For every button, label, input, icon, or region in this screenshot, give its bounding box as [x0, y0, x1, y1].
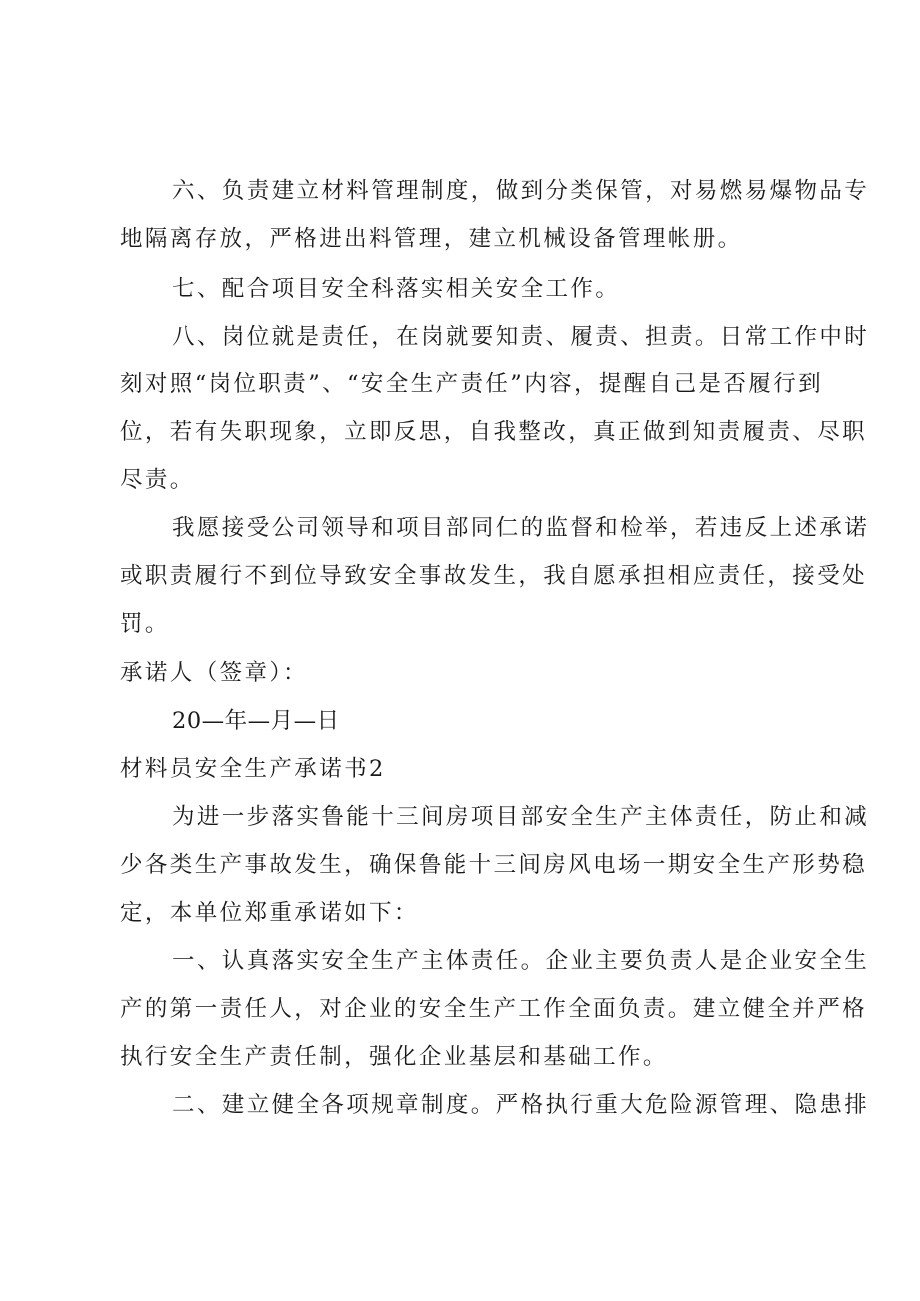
- intro-line-3: 定，本单位郑重承诺如下：: [120, 900, 419, 926]
- intro-line-1: 为进一步落实鲁能十三间房项目部安全生产主体责任，防止和减: [172, 804, 870, 830]
- intro-line-2: 少各类生产事故发生，确保鲁能十三间房风电场一期安全生产形势稳: [120, 852, 868, 878]
- para-7-line-1: 七、配合项目安全科落实相关安全工作。: [172, 276, 621, 302]
- para-8-line-4: 尽责。: [120, 467, 195, 493]
- item-1-line-3: 执行安全生产责任制，强化企业基层和基础工作。: [120, 1044, 668, 1070]
- item-1-line-2: 产的第一责任人，对企业的安全生产工作全面负责。建立健全并严格: [120, 996, 868, 1022]
- para-8-line-1: 八、岗位就是责任，在岗就要知责、履责、担责。日常工作中时: [172, 324, 870, 350]
- date-line: 20—年—月—日: [172, 708, 340, 734]
- para-8-line-3: 位，若有失职现象，立即反思，自我整改，真正做到知责履责、尽职: [120, 419, 868, 445]
- para-6-line-1: 六、负责建立材料管理制度，做到分类保管，对易燃易爆物品专: [172, 178, 870, 204]
- acceptance-line-1: 我愿接受公司领导和项目部同仁的监督和检举，若违反上述承诺: [172, 515, 870, 541]
- para-8-line-2: 刻对照“岗位职责”、“安全生产责任”内容，提醒自己是否履行到: [120, 371, 824, 397]
- signatory-label: 承诺人（签章）：: [120, 660, 308, 686]
- acceptance-line-3: 罚。: [120, 611, 170, 637]
- para-6-line-2: 地隔离存放，严格进出料管理，建立机械设备管理帐册。: [120, 226, 743, 252]
- acceptance-line-2: 或职责履行不到位导致安全事故发生，我自愿承担相应责任，接受处: [120, 563, 868, 589]
- item-2-line-1: 二、建立健全各项规章制度。严格执行重大危险源管理、隐患排: [172, 1092, 870, 1118]
- section-title: 材料员安全生产承诺书2: [120, 756, 386, 782]
- item-1-line-1: 一、认真落实安全生产主体责任。企业主要负责人是企业安全生: [172, 948, 870, 974]
